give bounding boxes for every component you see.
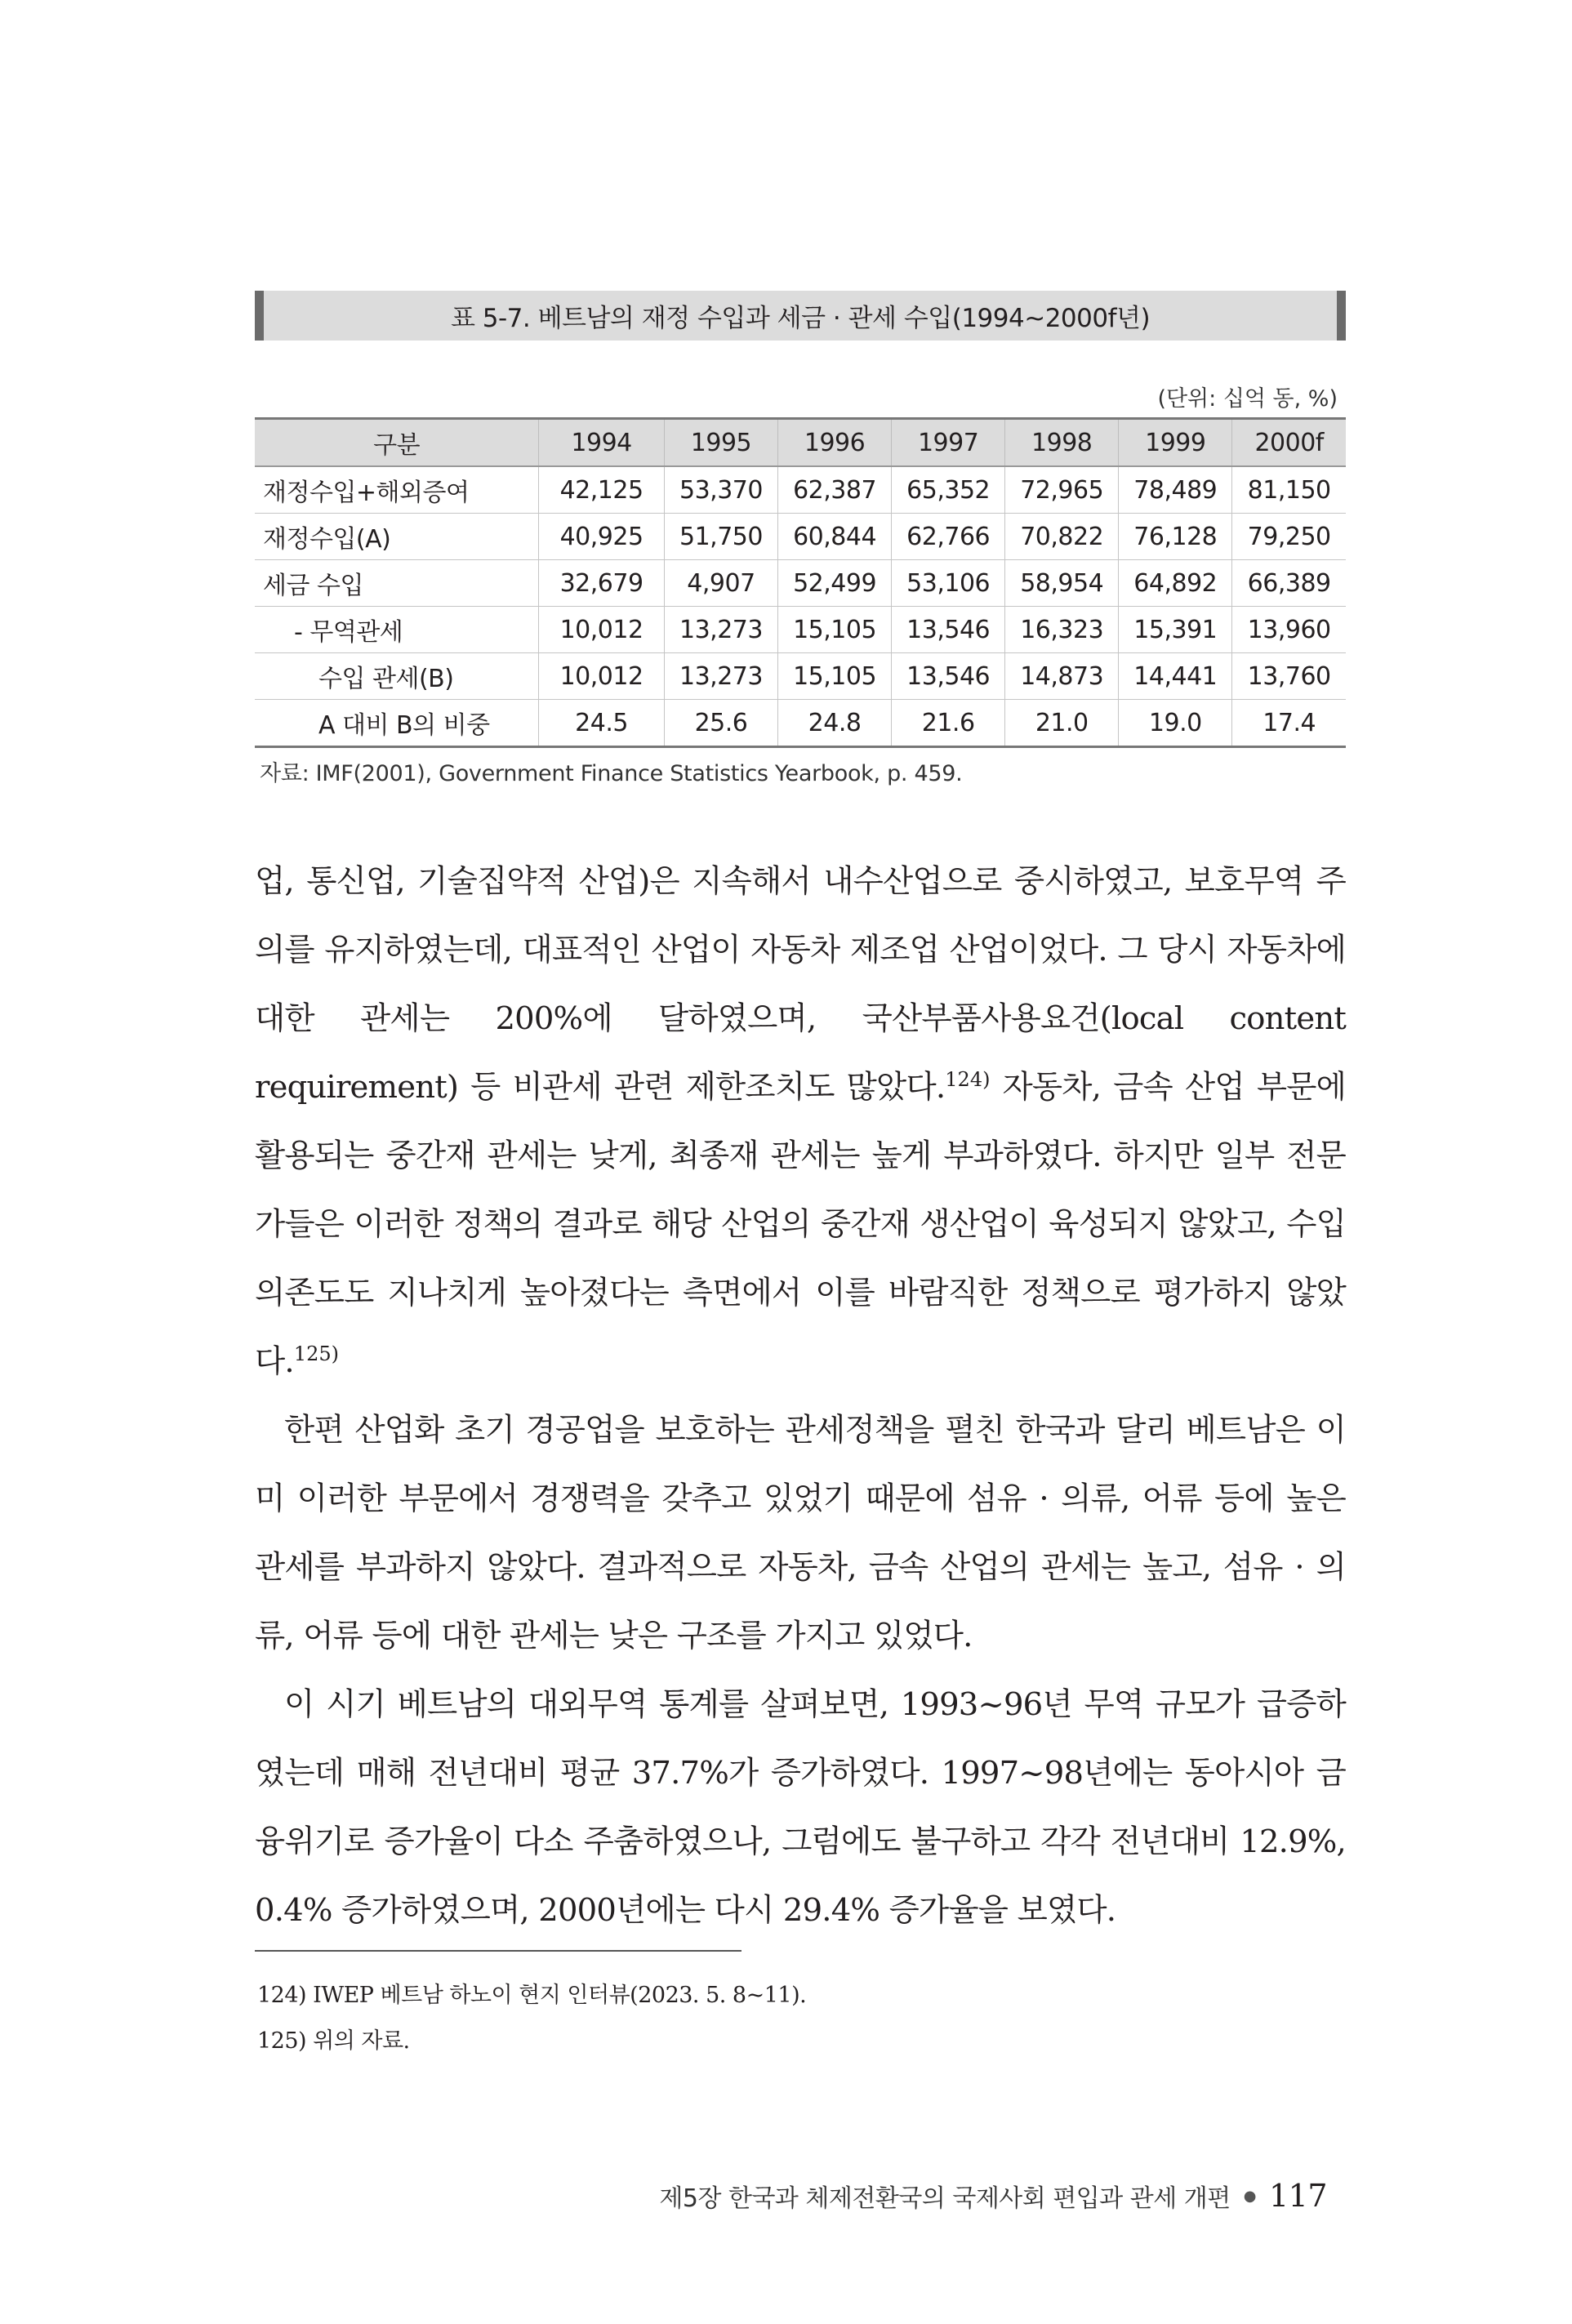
table-cell: 14,873 xyxy=(1005,653,1119,700)
table-cell: 19.0 xyxy=(1119,700,1232,747)
column-header: 1995 xyxy=(664,419,777,467)
table-cell: 4,907 xyxy=(664,560,777,607)
running-title: 제5장 한국과 체제전환국의 국제사회 편입과 관세 개편 xyxy=(659,2184,1231,2213)
table-cell: 62,766 xyxy=(892,514,1005,560)
table-caption xyxy=(255,291,1346,341)
table-cell: 53,370 xyxy=(664,466,777,514)
table-cell: 53,106 xyxy=(892,560,1005,607)
column-header: 2000f xyxy=(1232,419,1346,467)
row-label: 재정수입(A) xyxy=(255,514,539,560)
row-label: 세금 수입 xyxy=(255,560,539,607)
row-label: A 대비 B의 비중 xyxy=(255,700,539,747)
table-cell: 15,391 xyxy=(1119,607,1232,653)
table-cell: 42,125 xyxy=(539,466,665,514)
column-header: 구분 xyxy=(255,419,539,467)
table-cell: 25.6 xyxy=(664,700,777,747)
table-cell: 13,273 xyxy=(664,653,777,700)
paragraph xyxy=(255,848,1346,1396)
page-footer xyxy=(659,2178,1327,2214)
column-header: 1999 xyxy=(1119,419,1232,467)
table-cell: 13,960 xyxy=(1232,607,1346,653)
footnote: 124) IWEP 베트남 하노이 현지 인터뷰(2023. 5. 8~11). xyxy=(257,1983,807,2008)
footnote-ref: 124) xyxy=(945,1068,991,1091)
page-number: 117 xyxy=(1268,2178,1327,2214)
row-label: - 무역관세 xyxy=(255,607,539,653)
table-cell: 70,822 xyxy=(1005,514,1119,560)
paragraph-text: 자동차, 금속 산업 부문에 활용되는 중간재 관세는 낮게, 최종재 관세는 높게 부과하였다. 하지만 일부 전문가들은 이러한 정책의 결과로 해당 산업의 중간재 생산업이 육성되지 않았고, 수입 의존도도 지나치게 높아졌다는 측면에서 이를 바람직한 정책으로 평가하지 않았다. xyxy=(255,1069,1346,1380)
table-cell: 76,128 xyxy=(1119,514,1232,560)
table-cell: 58,954 xyxy=(1005,560,1119,607)
column-header: 1996 xyxy=(778,419,892,467)
table-row xyxy=(255,607,1346,653)
table-cell: 32,679 xyxy=(539,560,665,607)
table-cell: 14,441 xyxy=(1119,653,1232,700)
table-cell: 13,273 xyxy=(664,607,777,653)
table-cell: 72,965 xyxy=(1005,466,1119,514)
column-header: 1998 xyxy=(1005,419,1119,467)
table-cell: 60,844 xyxy=(778,514,892,560)
table-unit: (단위: 십억 동, %) xyxy=(1157,386,1338,412)
paragraph: 한편 산업화 초기 경공업을 보호하는 관세정책을 펼친 한국과 달리 베트남은 이미 이러한 부문에서 경쟁력을 갖추고 있었기 때문에 섬유 · 의류, 어류 등에 높은 관세를 부과하지 않았다. 결과적으로 자동차, 금속 산업의 관세는 높고, 섬유 · 의류, 어류 등에 대한 관세는 낮은 구조를 가지고 있었다. xyxy=(255,1412,1346,1654)
paragraph: 이 시기 베트남의 대외무역 통계를 살펴보면, 1993~96년 무역 규모가 급증하였는데 매해 전년대비 평균 37.7%가 증가하였다. 1997~98년에는 동아시아 금융위기로 증가율이 다소 주춤하였으나, 그럼에도 불구하고 각각 전년대비 12.9%, 0.4% 증가하였으며, 2000년에는 다시 29.4% 증가율을 보였다. xyxy=(255,1686,1346,1929)
table-cell: 40,925 xyxy=(539,514,665,560)
fiscal-revenue-table xyxy=(255,417,1346,748)
table-cell: 10,012 xyxy=(539,653,665,700)
table-caption-text: 표 5-7. 베트남의 재정 수입과 세금 · 관세 수입(1994~2000f년) xyxy=(450,304,1151,333)
table-cell: 66,389 xyxy=(1232,560,1346,607)
row-label: 재정수입+해외증여 xyxy=(255,466,539,514)
table-row xyxy=(255,466,1346,514)
footnote-divider xyxy=(255,1950,741,1952)
row-label: 수입 관세(B) xyxy=(255,653,539,700)
footnote-ref: 125) xyxy=(293,1342,340,1365)
table-cell: 52,499 xyxy=(778,560,892,607)
table-cell: 16,323 xyxy=(1005,607,1119,653)
bullet-icon: ● xyxy=(1243,2187,1256,2205)
table-cell: 62,387 xyxy=(778,466,892,514)
table-cell: 24.8 xyxy=(778,700,892,747)
table-row xyxy=(255,653,1346,700)
body-text xyxy=(255,848,1346,1945)
table-cell: 24.5 xyxy=(539,700,665,747)
footnotes xyxy=(257,1973,806,2064)
table-cell: 79,250 xyxy=(1232,514,1346,560)
table-cell: 13,546 xyxy=(892,607,1005,653)
footnote: 125) 위의 자료. xyxy=(257,2028,410,2054)
table-header-row xyxy=(255,419,1346,467)
table-cell: 10,012 xyxy=(539,607,665,653)
table-cell: 78,489 xyxy=(1119,466,1232,514)
table-source: 자료: IMF(2001), Government Finance Statistics Yearbook, p. 459. xyxy=(260,761,963,786)
column-header: 1997 xyxy=(892,419,1005,467)
table-row xyxy=(255,514,1346,560)
table-cell: 65,352 xyxy=(892,466,1005,514)
table-cell: 21.6 xyxy=(892,700,1005,747)
table-cell: 17.4 xyxy=(1232,700,1346,747)
table-row xyxy=(255,700,1346,747)
table-cell: 64,892 xyxy=(1119,560,1232,607)
table-cell: 13,546 xyxy=(892,653,1005,700)
table-cell: 51,750 xyxy=(664,514,777,560)
table-cell: 21.0 xyxy=(1005,700,1119,747)
table-cell: 15,105 xyxy=(778,607,892,653)
table-row xyxy=(255,560,1346,607)
paragraph-text: 업, 통신업, 기술집약적 산업)은 지속해서 내수산업으로 중시하였고, 보호무역 주의를 유지하였는데, 대표적인 산업이 자동차 제조업 산업이었다. 그 당시 자동차에 대한 관세는 200%에 달하였으며, 국산부품사용요건(local content requirement) 등 비관세 관련 제한조치도 많았다. xyxy=(255,863,1346,1106)
table-cell: 15,105 xyxy=(778,653,892,700)
column-header: 1994 xyxy=(539,419,665,467)
table-cell: 13,760 xyxy=(1232,653,1346,700)
table-cell: 81,150 xyxy=(1232,466,1346,514)
